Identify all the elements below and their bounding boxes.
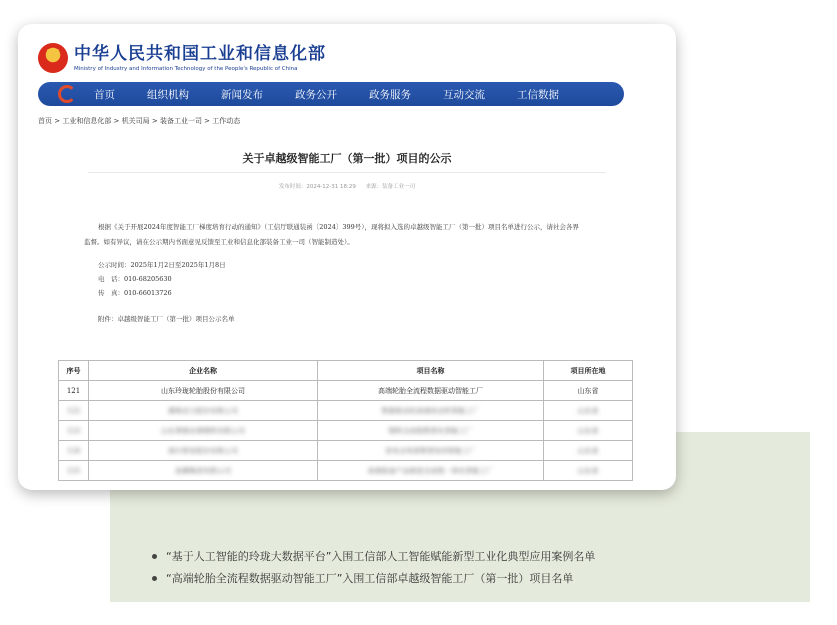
national-emblem-icon — [38, 43, 68, 73]
title-divider — [88, 172, 606, 173]
cell-project: 高端轮胎全流程数据驱动智能工厂 — [318, 381, 544, 401]
cell-company: 海尔智家股份有限公司 — [89, 441, 318, 461]
table-row — [59, 461, 633, 481]
cell-index: 121 — [59, 381, 89, 401]
cell-location: 山东省 — [544, 461, 633, 481]
nav-item-home[interactable]: 首页 — [94, 88, 115, 101]
site-logo[interactable] — [38, 36, 326, 80]
header-project: 项目名称 — [318, 361, 544, 381]
table-header-row — [59, 361, 633, 381]
header-location: 项目所在地 — [544, 361, 633, 381]
nav-item-news[interactable]: 新闻发布 — [221, 88, 263, 101]
cell-project: 数据驱动的高端发动机智能工厂 — [318, 401, 544, 421]
webpage-screenshot-card — [18, 24, 676, 490]
contact-fax: 传 真：010-66013726 — [98, 289, 172, 297]
cell-index: 124 — [59, 441, 89, 461]
article-source: 来源：装备工业一司 — [365, 184, 416, 190]
announcement-period: 公示时间：2025年1月2日至2025年1月8日 — [98, 261, 226, 269]
publish-time: 发布时间：2024-12-31 18:29 — [278, 184, 356, 190]
table-row — [59, 381, 633, 401]
cell-index: 123 — [59, 421, 89, 441]
cell-location: 山东省 — [544, 421, 633, 441]
article-title: 关于卓越级智能工厂（第一批）项目的公示 — [242, 152, 452, 165]
list-item: “基于人工智能的玲珑大数据平台”入围工信部人工智能赋能新型工业化典型应用案例名单 — [150, 546, 595, 568]
cell-company: 山东莱钢永锋钢铁有限公司 — [89, 421, 318, 441]
table-row — [59, 401, 633, 421]
project-table — [58, 360, 633, 481]
list-item: “高端轮胎全流程数据驱动智能工厂”入围工信部卓越级智能工厂（第一批）项目名单 — [150, 568, 595, 590]
cell-company: 浪潮集团有限公司 — [89, 461, 318, 481]
cell-index: 125 — [59, 461, 89, 481]
site-mark-icon — [58, 85, 76, 103]
cell-company: 山东玲珑轮胎股份有限公司 — [89, 381, 318, 401]
cell-index: 122 — [59, 401, 89, 421]
cell-location: 山东省 — [544, 401, 633, 421]
article-meta — [18, 182, 676, 190]
main-navigation — [38, 82, 624, 106]
header-index: 序号 — [59, 361, 89, 381]
table-row — [59, 421, 633, 441]
attachment-link[interactable]: 附件：卓越级智能工厂（第一批）项目公示名单 — [98, 315, 235, 323]
site-name-cn: 中华人民共和国工业和信息化部 — [74, 43, 326, 64]
nav-item-data[interactable]: 工信数据 — [517, 88, 559, 101]
cell-location: 山东省 — [544, 381, 633, 401]
cell-location: 山东省 — [544, 441, 633, 461]
nav-item-services[interactable]: 政务服务 — [369, 88, 411, 101]
cell-project: 钢铁全流程数智化智能工厂 — [318, 421, 544, 441]
cell-project: 高端装备产品制造全流程一体化智能工厂 — [318, 461, 544, 481]
contact-phone: 电 话：010-68205630 — [98, 275, 172, 283]
article-paragraph: 根据《关于开展2024年度智能工厂梯度培育行动的通知》（工信厅联通装函〔2024〕399号），现将拟入选的卓越级智能工厂（第一批）项目名单进行公示，请社会各界监督。如有异议，请在公示期内书面意见反馈至工业和信息化部装备工业一司（智能制造处）。 — [84, 223, 579, 246]
header-company: 企业名称 — [89, 361, 318, 381]
breadcrumb[interactable]: 首页 > 工业和信息化部 > 机关司局 > 装备工业一司 > 工作动态 — [38, 117, 241, 125]
cell-project: 家电全场景数智协同智能工厂 — [318, 441, 544, 461]
nav-item-government-affairs[interactable]: 政务公开 — [295, 88, 337, 101]
site-name-en: Ministry of Industry and Information Technology of the People's Republic of China — [74, 65, 298, 72]
nav-item-interaction[interactable]: 互动交流 — [443, 88, 485, 101]
nav-item-organization[interactable]: 组织机构 — [147, 88, 189, 101]
table-row — [59, 441, 633, 461]
cell-company: 潍柴动力股份有限公司 — [89, 401, 318, 421]
achievement-list — [150, 546, 595, 590]
